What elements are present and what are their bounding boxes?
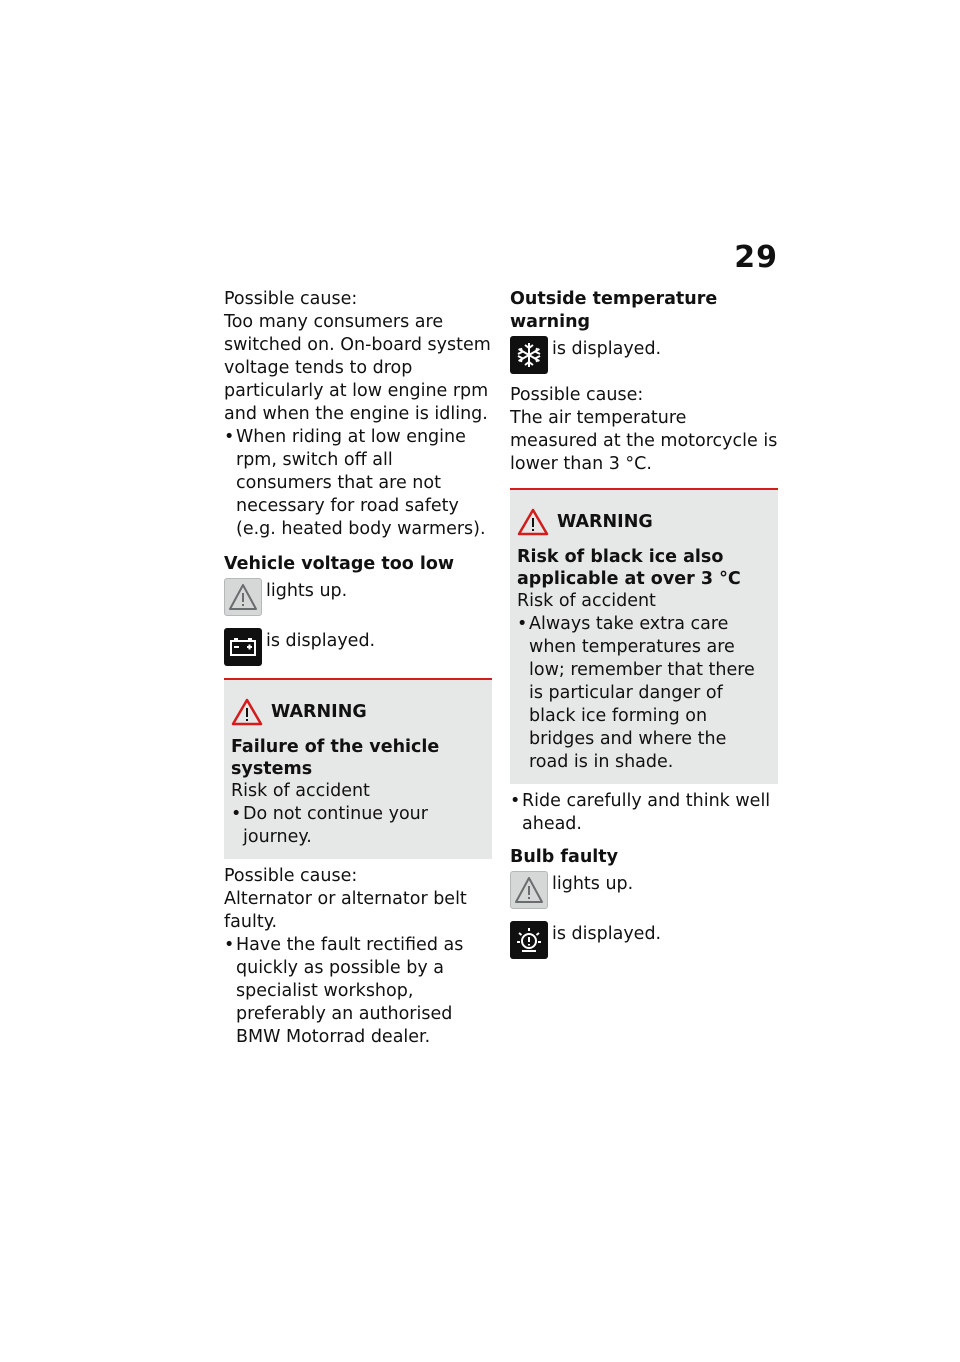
bullet-dot: •: [517, 614, 528, 634]
bullet-dot: •: [510, 791, 521, 811]
indicator-row: [224, 578, 492, 616]
warning-triangle-icon: [510, 871, 548, 909]
bullet-item: [224, 934, 492, 1049]
bullet-item: [510, 790, 778, 836]
section-heading-temperature: Outside temperature warning: [510, 289, 718, 332]
indicator-row: [510, 871, 778, 909]
indicator-row: [510, 921, 778, 959]
bullet-text: When riding at low engine rpm, switch off all consumers that are not necessary for road safety (e.g. heated body warmers).: [236, 427, 486, 539]
left-column: [224, 288, 492, 1049]
indicator-text: is displayed.: [552, 924, 662, 944]
warning-title: WARNING: [557, 511, 653, 532]
warning-risk: Risk of accident: [517, 591, 656, 611]
section-heading-bulb: Bulb faulty: [510, 847, 619, 867]
indicator-text: lights up.: [266, 581, 348, 601]
cause-text: Too many consumers are switched on. On-board system voltage tends to drop particularly at low engine rpm and when the engine is idling.: [224, 312, 491, 424]
warning-headline: Risk of black ice also applicable at over 3 °C: [517, 547, 741, 589]
warning-risk: Risk of accident: [231, 781, 370, 801]
battery-icon: [224, 628, 262, 666]
indicator-text: lights up.: [552, 874, 634, 894]
warning-box: [510, 488, 778, 784]
bulb-fault-icon: [510, 921, 548, 959]
bullet-item: [224, 426, 492, 541]
warning-triangle-icon: [224, 578, 262, 616]
cause-label: Possible cause:: [510, 385, 644, 405]
cause-text: The air temperature measured at the motorcycle is lower than 3 °C.: [510, 408, 778, 474]
warning-triangle-icon: [517, 508, 549, 536]
cause-label: Possible cause:: [224, 289, 358, 309]
snowflake-icon: [510, 336, 548, 374]
indicator-row: [510, 336, 778, 374]
indicator-text: is displayed.: [266, 631, 376, 651]
page-number: 29: [734, 240, 778, 275]
bullet-text: Ride carefully and think well ahead.: [522, 791, 771, 834]
bullet-text: Do not continue your journey.: [243, 804, 428, 847]
cause-text: Alternator or alternator belt faulty.: [224, 889, 467, 932]
indicator-row: [224, 628, 492, 666]
bullet-dot: •: [224, 935, 235, 955]
section-heading-voltage: Vehicle voltage too low: [224, 554, 455, 574]
bullet-text: Always take extra care when temperatures are low; remember that there is particular danger of black ice forming on bridges and where the road is in shade.: [529, 614, 755, 772]
cause-label: Possible cause:: [224, 866, 358, 886]
warning-box: [224, 678, 492, 859]
right-column: [510, 288, 778, 959]
warning-bullet: [231, 803, 484, 849]
warning-title: WARNING: [271, 701, 367, 722]
bullet-dot: •: [231, 804, 242, 824]
warning-headline: Failure of the vehicle systems: [231, 737, 440, 779]
warning-bullet: [517, 613, 770, 774]
bullet-dot: •: [224, 427, 235, 447]
warning-triangle-icon: [231, 698, 263, 726]
bullet-text: Have the fault rectified as quickly as possible by a specialist workshop, preferably an authorised BMW Motorrad dealer.: [236, 935, 464, 1047]
indicator-text: is displayed.: [552, 339, 662, 359]
